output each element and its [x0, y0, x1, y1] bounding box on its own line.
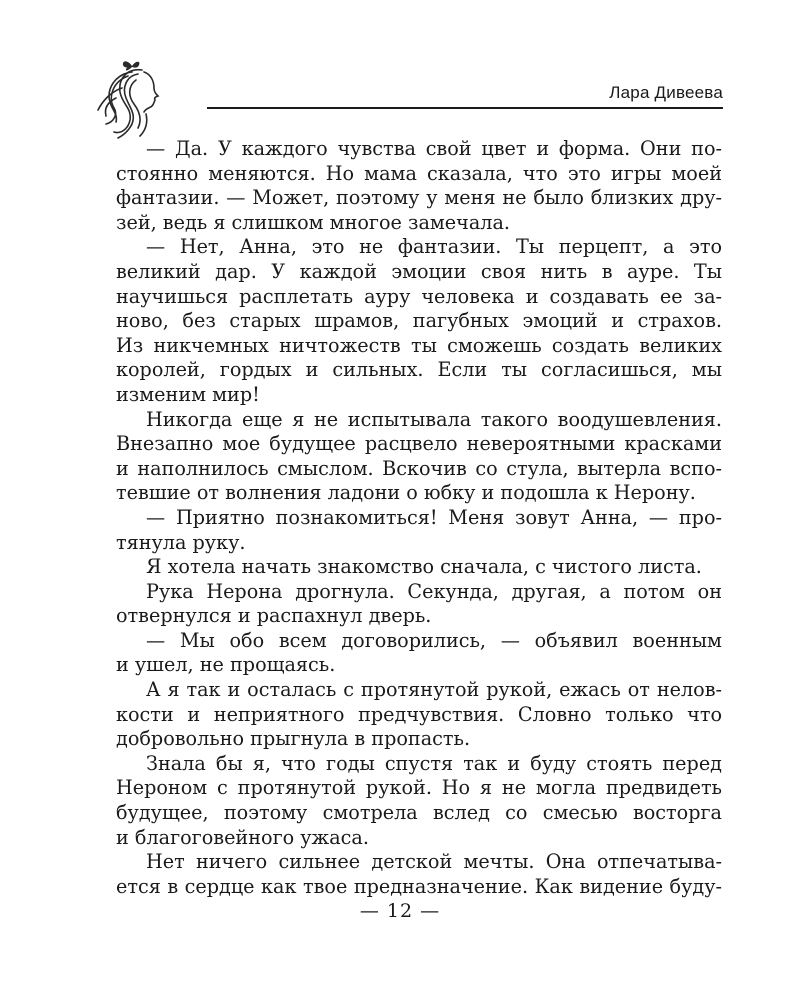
text-line: и наполнилось смыслом. Вскочив со стула, вытерла вспо-: [116, 456, 722, 480]
text-line: Нет ничего сильнее детской мечты. Она отпечатыва-: [146, 850, 722, 874]
text-line: фантазии. — Может, поэтому у меня не было близких дру-: [116, 186, 722, 210]
text-line: тевшие от волнения ладони о юбку и подошла к Нерону.: [116, 481, 696, 505]
header-divider: [207, 107, 723, 109]
text-line: ется в сердце как твое предназначение. Как видение буду-: [116, 874, 722, 898]
text-line: добровольно прыгнула в пропасть.: [116, 727, 471, 751]
text-line: тянула руку.: [116, 530, 246, 554]
text-line: Рука Нерона дрогнула. Секунда, другая, а потом он: [146, 579, 722, 603]
text-line: зей, ведь я слишком многое замечала.: [116, 210, 511, 234]
page-body: [116, 137, 722, 899]
text-line: стоянно меняются. Но мама сказала, что это игры моей: [116, 161, 722, 185]
text-line: будущее, поэтому смотрела вслед со смесью восторга: [116, 801, 722, 825]
text-line: Нероном с протянутой рукой. Но я не могла предвидеть: [116, 776, 722, 800]
text-line: отвернулся и распахнул дверь.: [116, 604, 432, 628]
text-line: и благоговейного ужаса.: [116, 825, 369, 849]
text-line: кости и неприятного предчувствия. Словно только что: [116, 702, 722, 726]
woman-profile-logo-icon: [92, 58, 172, 140]
text-line: великий дар. У каждой эмоции своя нить в ауре. Ты: [116, 259, 722, 283]
text-line: Из никчемных ничтожеств ты сможешь создать великих: [116, 333, 722, 357]
text-line: Внезапно мое будущее расцвело невероятными красками: [116, 432, 722, 456]
text-line: Знала бы я, что годы спустя так и буду стоять перед: [146, 751, 722, 775]
author-name: Лара Дивеева: [609, 83, 723, 102]
text-line: ново, без старых шрамов, пагубных эмоций и страхов.: [116, 309, 722, 333]
text-line: — Мы обо всем договорились, — объявил военным: [146, 628, 722, 652]
text-line: Я хотела начать знакомство сначала, с чистого листа.: [146, 555, 702, 579]
text-line: Никогда еще я не испытывала такого воодушевления.: [146, 407, 722, 431]
text-line: королей, гордых и сильных. Если ты согласишься, мы: [116, 358, 722, 382]
text-line: научишься расплетать ауру человека и создавать ее за-: [116, 284, 722, 308]
text-line: и ушел, не прощаясь.: [116, 653, 336, 677]
text-line: — Приятно познакомиться! Меня зовут Анна, — про-: [146, 505, 722, 529]
text-line: изменим мир!: [116, 382, 260, 406]
text-line: — Да. У каждого чувства свой цвет и форма. Они по-: [146, 137, 722, 160]
text-line: — Нет, Анна, это не фантазии. Ты перцепт, а это: [146, 235, 722, 259]
page-number: — 12 —: [359, 900, 441, 922]
text-line: А я так и осталась с протянутой рукой, ежась от нелов-: [146, 678, 722, 702]
